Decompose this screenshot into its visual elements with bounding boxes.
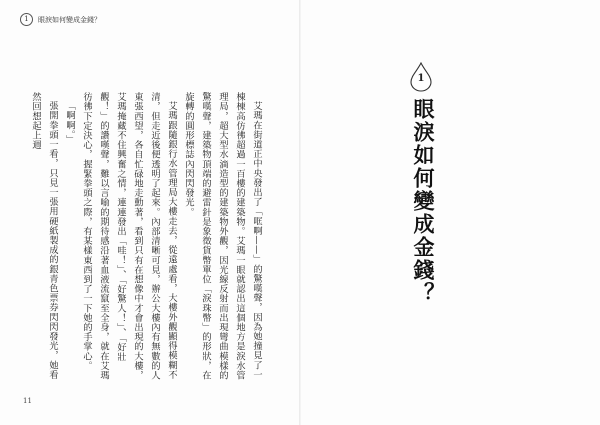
chapter-title: 眼淚如何變成金錢？ — [411, 98, 436, 305]
water-drop-icon — [410, 62, 432, 92]
paragraph: 張開拳頭一看，只見一張用硬紙製成的銀青色票券閃閃發光，她看然回想起上週 — [30, 92, 58, 380]
page-number: 11 — [23, 397, 32, 405]
body-text — [27, 92, 265, 382]
book-gutter — [299, 0, 301, 425]
running-title: 眼淚如何變成金錢？ — [38, 15, 101, 24]
chapter-number: 1 — [417, 73, 425, 84]
chapter-number-badge: 1 — [20, 13, 33, 26]
paragraph: 「啊啊。」 — [64, 101, 75, 145]
paragraph: 艾瑪跟隨銀行水管理局大樓走去，從遠處看，大樓外觀顯得模糊不清，但走近後便透明了起來。內部清晰可見，辦公大樓內有無數的人東張西望，各自忙碌地走動著，看到只有在想像中才會出現的大樓，艾瑪掩藏不住興奮之情，連連發出「哇！」、「好驚人！」、「好壯觀！」的讚嘆聲，難以言喻的期待感沿著血液流竄至全身，就在艾瑪彷彿下定決心，握緊拳頭之際，有某樣東西到了一下她的手掌心。 — [81, 92, 177, 380]
paragraph: 艾瑪在街道正中央發出了「哐啊——」的驚嘆聲，因為她撞見了一棟棟高仿彿超過一百樓的建築物。艾瑪一眼就認出這個地方是淚水管理局，超大型水滴造型的建築物外觀，因光線反射而出現彎曲模樣的驚嘆聲，建築物頂端的避雷針是象徵貨幣單位「淚珠幣」的形狀，在旋轉的圓形標誌內閃閃發光。 — [183, 92, 262, 380]
running-header — [20, 13, 101, 26]
